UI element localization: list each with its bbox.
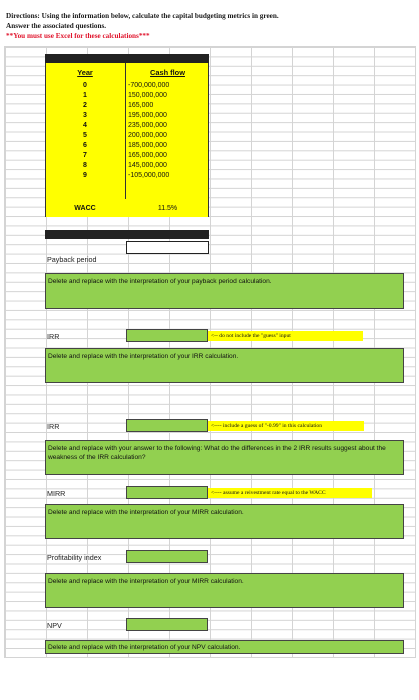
year-cell[interactable]: 4 (83, 122, 87, 129)
payback-label: Payback period (47, 255, 97, 264)
irr-guess-input-cell[interactable] (126, 419, 208, 432)
directions-header (0, 0, 419, 46)
cashflow-cell[interactable]: 165,000,000 (128, 152, 167, 159)
irr-answer-box[interactable]: Delete and replace with the interpretation of your IRR calculation. (45, 348, 404, 383)
cashflow-cell[interactable]: 185,000,000 (128, 142, 167, 149)
excel-requirement-note: **You must use Excel for these calculations*** (6, 32, 150, 40)
profitability-index-input-cell[interactable] (126, 550, 208, 563)
irr-guess-label: IRR (47, 422, 60, 431)
wacc-label: WACC (74, 205, 96, 212)
cashflow-column-header: Cash flow (150, 68, 185, 77)
cashflow-cell[interactable]: 235,000,000 (128, 122, 167, 129)
npv-answer-box[interactable]: Delete and replace with the interpretation of your NPV calculation. (45, 640, 404, 654)
table-top-border (45, 54, 209, 63)
npv-input-cell[interactable] (126, 618, 208, 631)
mirr-note: <---- assume a reivestment rate equal to the WACC (208, 488, 372, 498)
cashflow-cell[interactable]: -105,000,000 (128, 172, 170, 179)
profitability-index-label: Profitability index (47, 553, 102, 562)
year-cell[interactable]: 2 (83, 102, 87, 109)
year-cell[interactable]: 5 (83, 132, 87, 139)
year-column-header: Year (77, 68, 93, 77)
year-cell[interactable]: 9 (83, 172, 87, 179)
mirr-answer-box[interactable]: Delete and replace with the interpretation of your MIRR calculation. (45, 504, 404, 539)
cashflow-cell[interactable]: 165,000 (128, 102, 154, 109)
irr-label: IRR (47, 332, 60, 341)
year-cell[interactable]: 1 (83, 92, 87, 99)
cashflow-cell[interactable]: 150,000,000 (128, 92, 167, 99)
year-cell[interactable]: 3 (83, 112, 87, 119)
directions-text: Directions: Using the information below, calculate the capital budgeting metrics in green. (6, 12, 279, 20)
year-cell[interactable]: 6 (83, 142, 87, 149)
cashflow-cell[interactable]: 195,000,000 (128, 112, 167, 119)
irr-input-cell[interactable] (126, 329, 208, 342)
payback-input-cell[interactable] (126, 241, 209, 254)
cashflow-cell[interactable]: 145,000,000 (128, 162, 167, 169)
cashflow-cell[interactable]: -700,000,000 (128, 82, 170, 89)
year-cell[interactable]: 0 (83, 82, 87, 89)
mirr-label: MIRR (47, 489, 66, 498)
directions-subtext: Answer the associated questions. (6, 22, 107, 30)
irr-guess-note: <---- include a guess of "-0.99" in this calculation (208, 421, 364, 431)
npv-label: NPV (47, 621, 62, 630)
payback-answer-box[interactable]: Delete and replace with the interpretation of your payback period calculation. (45, 273, 404, 309)
cashflow-cell[interactable]: 200,000,000 (128, 132, 167, 139)
irr-note: <-- do not include the "guess" input (208, 331, 363, 341)
wacc-value[interactable]: 11.5% (157, 205, 178, 212)
mirr-input-cell[interactable] (126, 486, 208, 499)
irr-weakness-answer-box[interactable]: Delete and replace with your answer to the following: What do the differences in the 2 IRR results suggest about the weakness of the IRR calculation? (45, 440, 404, 475)
profitability-index-answer-box[interactable]: Delete and replace with the interpretation of your MIRR calculation. (45, 573, 404, 608)
year-cell[interactable]: 8 (83, 162, 87, 169)
section-divider-bar (45, 230, 209, 239)
table-column-divider (125, 63, 126, 199)
year-cell[interactable]: 7 (83, 152, 87, 159)
